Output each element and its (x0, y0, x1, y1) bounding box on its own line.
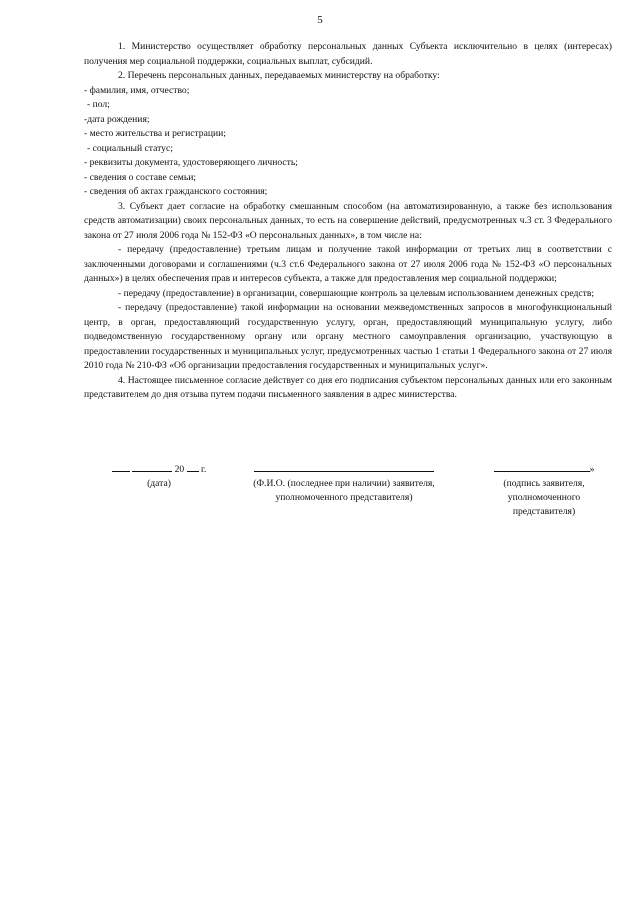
signature-label: представителя) (512, 506, 576, 517)
action-item: - передачу (предоставление) в организации, совершающие контроль за целевым использованием денежных средств; (118, 287, 595, 299)
signature-label: уполномоченного (507, 492, 581, 503)
action-item: - передачу (предоставление) такой информации на основании межведомственных запросов в многофункциональный центр, в орган, предоставляющий государственную услугу, орган, предоставляющий муниципальную услугу, либо подведомственную государственному органу или органу местного самоуправления организацию, участвующую в предоставлении государственных и муниципальных услуг, предусмотренных частью 1 статьи 1 Федерального закона от 27 июля 2010 года № 210-ФЗ «Об организации предоставления государственных и муниципальных услуг». (84, 302, 612, 371)
name-blank (254, 461, 434, 472)
date-day-blank (112, 461, 130, 472)
list-item: - пол; (87, 99, 110, 110)
date-year-blank (187, 461, 199, 472)
signature-label: (подпись заявителя, (503, 478, 585, 489)
paragraph-consent: 3. Субъект дает согласие на обработку смешанным способом (на автоматизированную, а также без использования средств автоматизации) своих персональных данных, то есть на совершение действий, предусмотренных ч.3 ст. 3 Федерального закона от 27 июля 2006 года № 152-ФЗ «О персональных данных», в том числе на: (84, 200, 612, 241)
list-item: - социальный статус; (87, 142, 173, 154)
date-year-prefix: 20 (174, 464, 185, 475)
signature-block (84, 461, 612, 521)
list-item: - место жительства и регистрации; (84, 128, 226, 139)
document-body (84, 40, 612, 403)
list-item: -дата рождения; (84, 113, 150, 125)
name-label: уполномоченного представителя) (275, 492, 413, 503)
name-field (234, 461, 454, 505)
name-label: (Ф.И.О. (последнее при наличии) заявителя, (253, 478, 435, 489)
signature-quote: » (589, 464, 595, 475)
date-month-blank (132, 461, 172, 472)
paragraph-purpose: 1. Министерство осуществляет обработку персональных данных Субъекта исключительно в целях (интересах) получения мер социальной поддержки, социальных выплат, субсидий. (84, 41, 612, 67)
date-field (104, 461, 214, 491)
paragraph-validity: 4. Настоящее письменное согласие действует со дня его подписания субъектом персональных данных или его законным представителем до дня отзыва путем подачи письменного заявления в адрес министерства. (84, 374, 612, 400)
signature-field (479, 461, 609, 519)
list-item: - фамилия, имя, отчество; (84, 84, 190, 96)
paragraph-data-list-intro: 2. Перечень персональных данных, передаваемых министерству на обработку: (118, 70, 440, 81)
action-item: - передачу (предоставление) третьим лицам и получение такой информации от третьих лиц в соответствии с заключенными договорами и соглашениями (ч.3 ст.6 Федерального закона от 27 июля 2006 года № 152-ФЗ «О персональных данных») в целях обеспечения прав и интересов субъекта, а также для предоставления мер социальной поддержки; (84, 244, 612, 284)
list-item: - реквизиты документа, удостоверяющего личность; (84, 157, 298, 168)
list-item: - сведения о составе семьи; (84, 171, 197, 183)
date-year-suffix: г. (200, 464, 207, 475)
personal-data-list (84, 84, 612, 200)
page-number: 5 (317, 14, 323, 26)
date-label: (дата) (147, 478, 171, 489)
signature-blank (494, 461, 590, 472)
list-item: - сведения об актах гражданского состояния; (84, 186, 268, 197)
